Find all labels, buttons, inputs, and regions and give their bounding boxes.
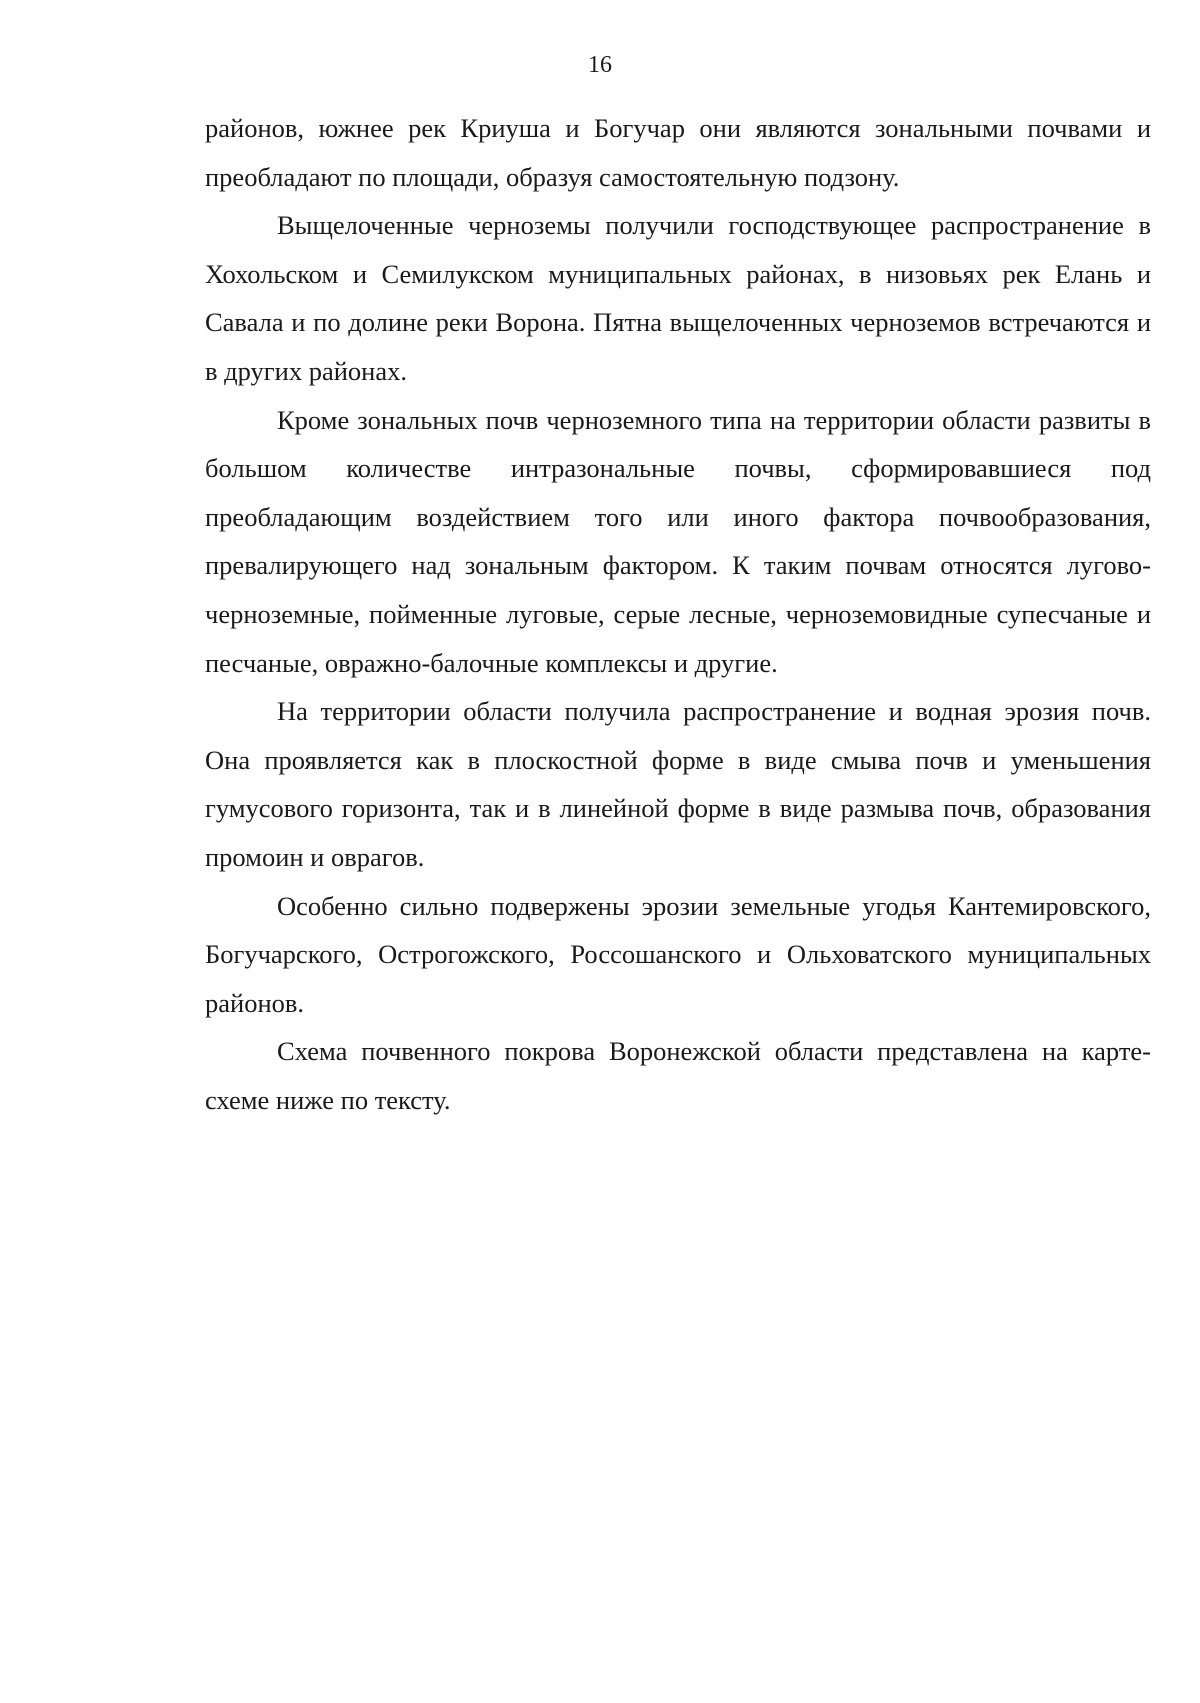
paragraph-water-erosion: На территории области получила распространение и водная эрозия почв. Она проявляется как в плоскостной форме в виде смыва почв и уменьшения гумусового горизонта, так и в линейной форме в виде размыва почв, образования промоин и оврагов. — [205, 696, 1151, 872]
paragraph-eroded-districts: Особенно сильно подвержены эрозии земельные угодья Кантемировского, Богучарского, Острогожского, Россошанского и Ольховатского муниципальных районов. — [205, 890, 1151, 1018]
body-text — [205, 104, 1151, 1124]
paragraph-continuation: районов, южнее рек Криуша и Богучар они являются зональными почвами и преобладают по площади, образуя самостоятельную подзону. — [205, 113, 1151, 192]
page-number: 16 — [588, 52, 612, 78]
paragraph-soil-map-reference: Схема почвенного покрова Воронежской области представлена на карте-схеме ниже по тексту. — [205, 1036, 1151, 1115]
paragraph-leached-chernozems: Выщелоченные черноземы получили господствующее распространение в Хохольском и Семилукском муниципальных районах, в низовьях рек Елань и Савала и по долине реки Ворона. Пятна выщелоченных черноземов встречаются и в других районах. — [205, 210, 1151, 386]
paragraph-intrazonal-soils: Кроме зональных почв черноземного типа на территории области развиты в большом количестве интразональные почвы, сформировавшиеся под преобладающим воздействием того или иного фактора почвообразования, превалирующего над зональным фактором. К таким почвам относятся лугово-черноземные, пойменные луговые, серые лесные, черноземовидные супесчаные и песчаные, овражно-балочные комплексы и другие. — [205, 404, 1151, 678]
